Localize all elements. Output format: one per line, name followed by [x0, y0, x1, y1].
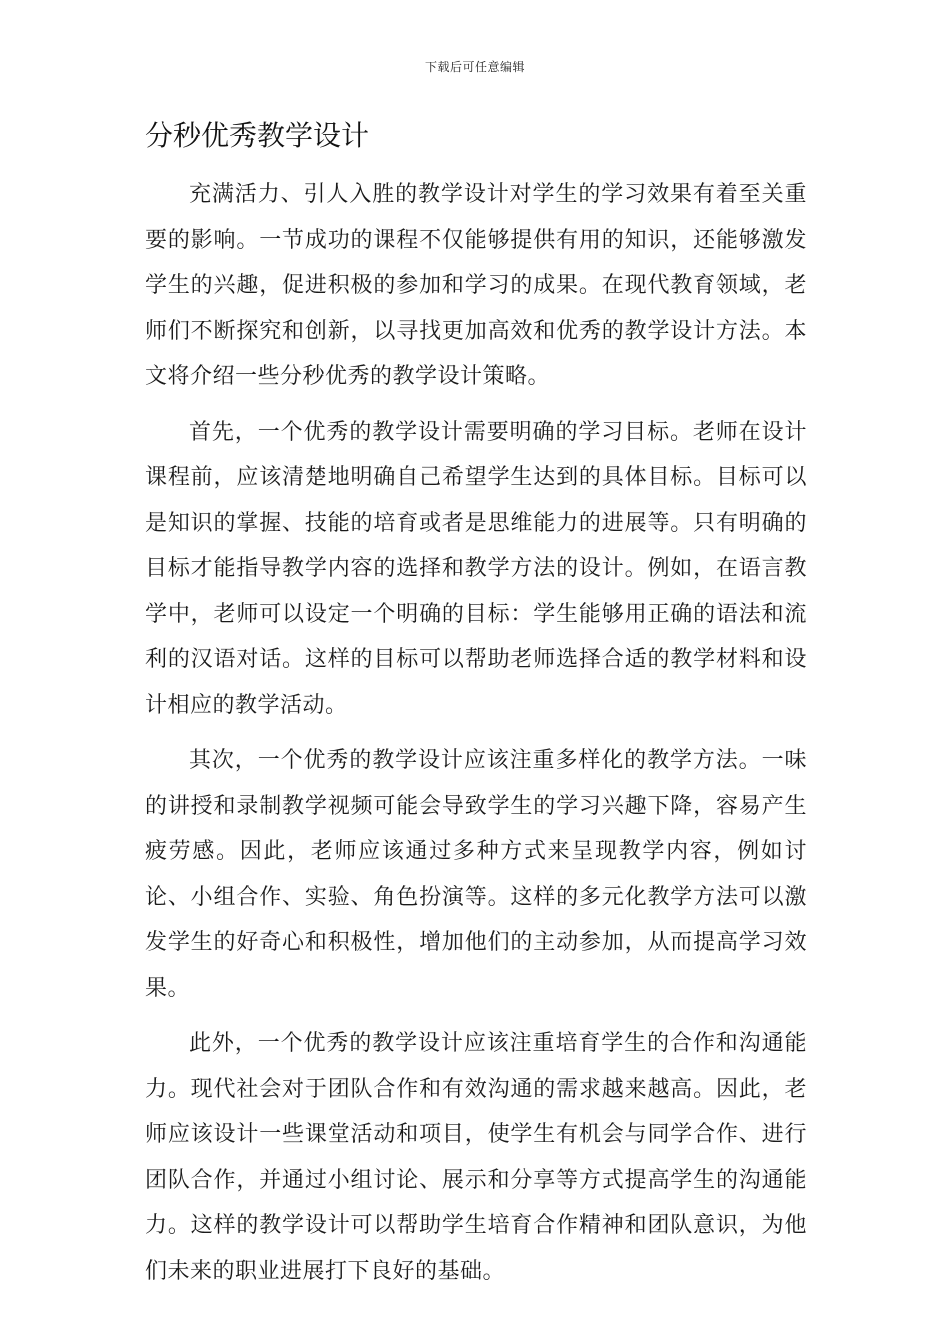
- header-note: 下载后可任意编辑: [424, 60, 525, 74]
- page-title: 分秒优秀教学设计: [145, 119, 370, 152]
- paragraph-cooperation: 此外，一个优秀的教学设计应该注重培育学生的合作和沟通能力。现代社会对于团队合作和有效沟通的需求越来越高。因此，老师应该设计一些课堂活动和项目，使学生有机会与同学合作、进行团队合作，并通过小组讨论、展示和分享等方式提高学生的沟通能力。这样的教学设计可以帮助学生培育合作精神和团队意识，为他们未来的职业进展打下良好的基础。: [145, 1031, 807, 1284]
- document-body: [145, 112, 807, 1304]
- paragraph-teaching-methods: 其次，一个优秀的教学设计应该注重多样化的教学方法。一味的讲授和录制教学视频可能会导致学生的学习兴趣下降，容易产生疲劳感。因此，老师应该通过多种方式来呈现教学内容，例如讨论、小组合作、实验、角色扮演等。这样的多元化教学方法可以激发学生的好奇心和积极性，增加他们的主动参加，从而提高学习效果。: [145, 748, 807, 1001]
- paragraph-intro: 充满活力、引人入胜的教学设计对学生的学习效果有着至关重要的影响。一节成功的课程不仅能够提供有用的知识，还能够激发学生的兴趣，促进积极的参加和学习的成果。在现代教育领域，老师们不断探究和创新，以寻找更加高效和优秀的教学设计方法。本文将介绍一些分秒优秀的教学设计策略。: [145, 182, 807, 389]
- paragraph-learning-goals: 首先，一个优秀的教学设计需要明确的学习目标。老师在设计课程前，应该清楚地明确自己希望学生达到的具体目标。目标可以是知识的掌握、技能的培育或者是思维能力的进展等。只有明确的目标才能指导教学内容的选择和教学方法的设计。例如，在语言教学中，老师可以设定一个明确的目标：学生能够用正确的语法和流利的汉语对话。这样的目标可以帮助老师选择合适的教学材料和设计相应的教学活动。: [145, 419, 807, 718]
